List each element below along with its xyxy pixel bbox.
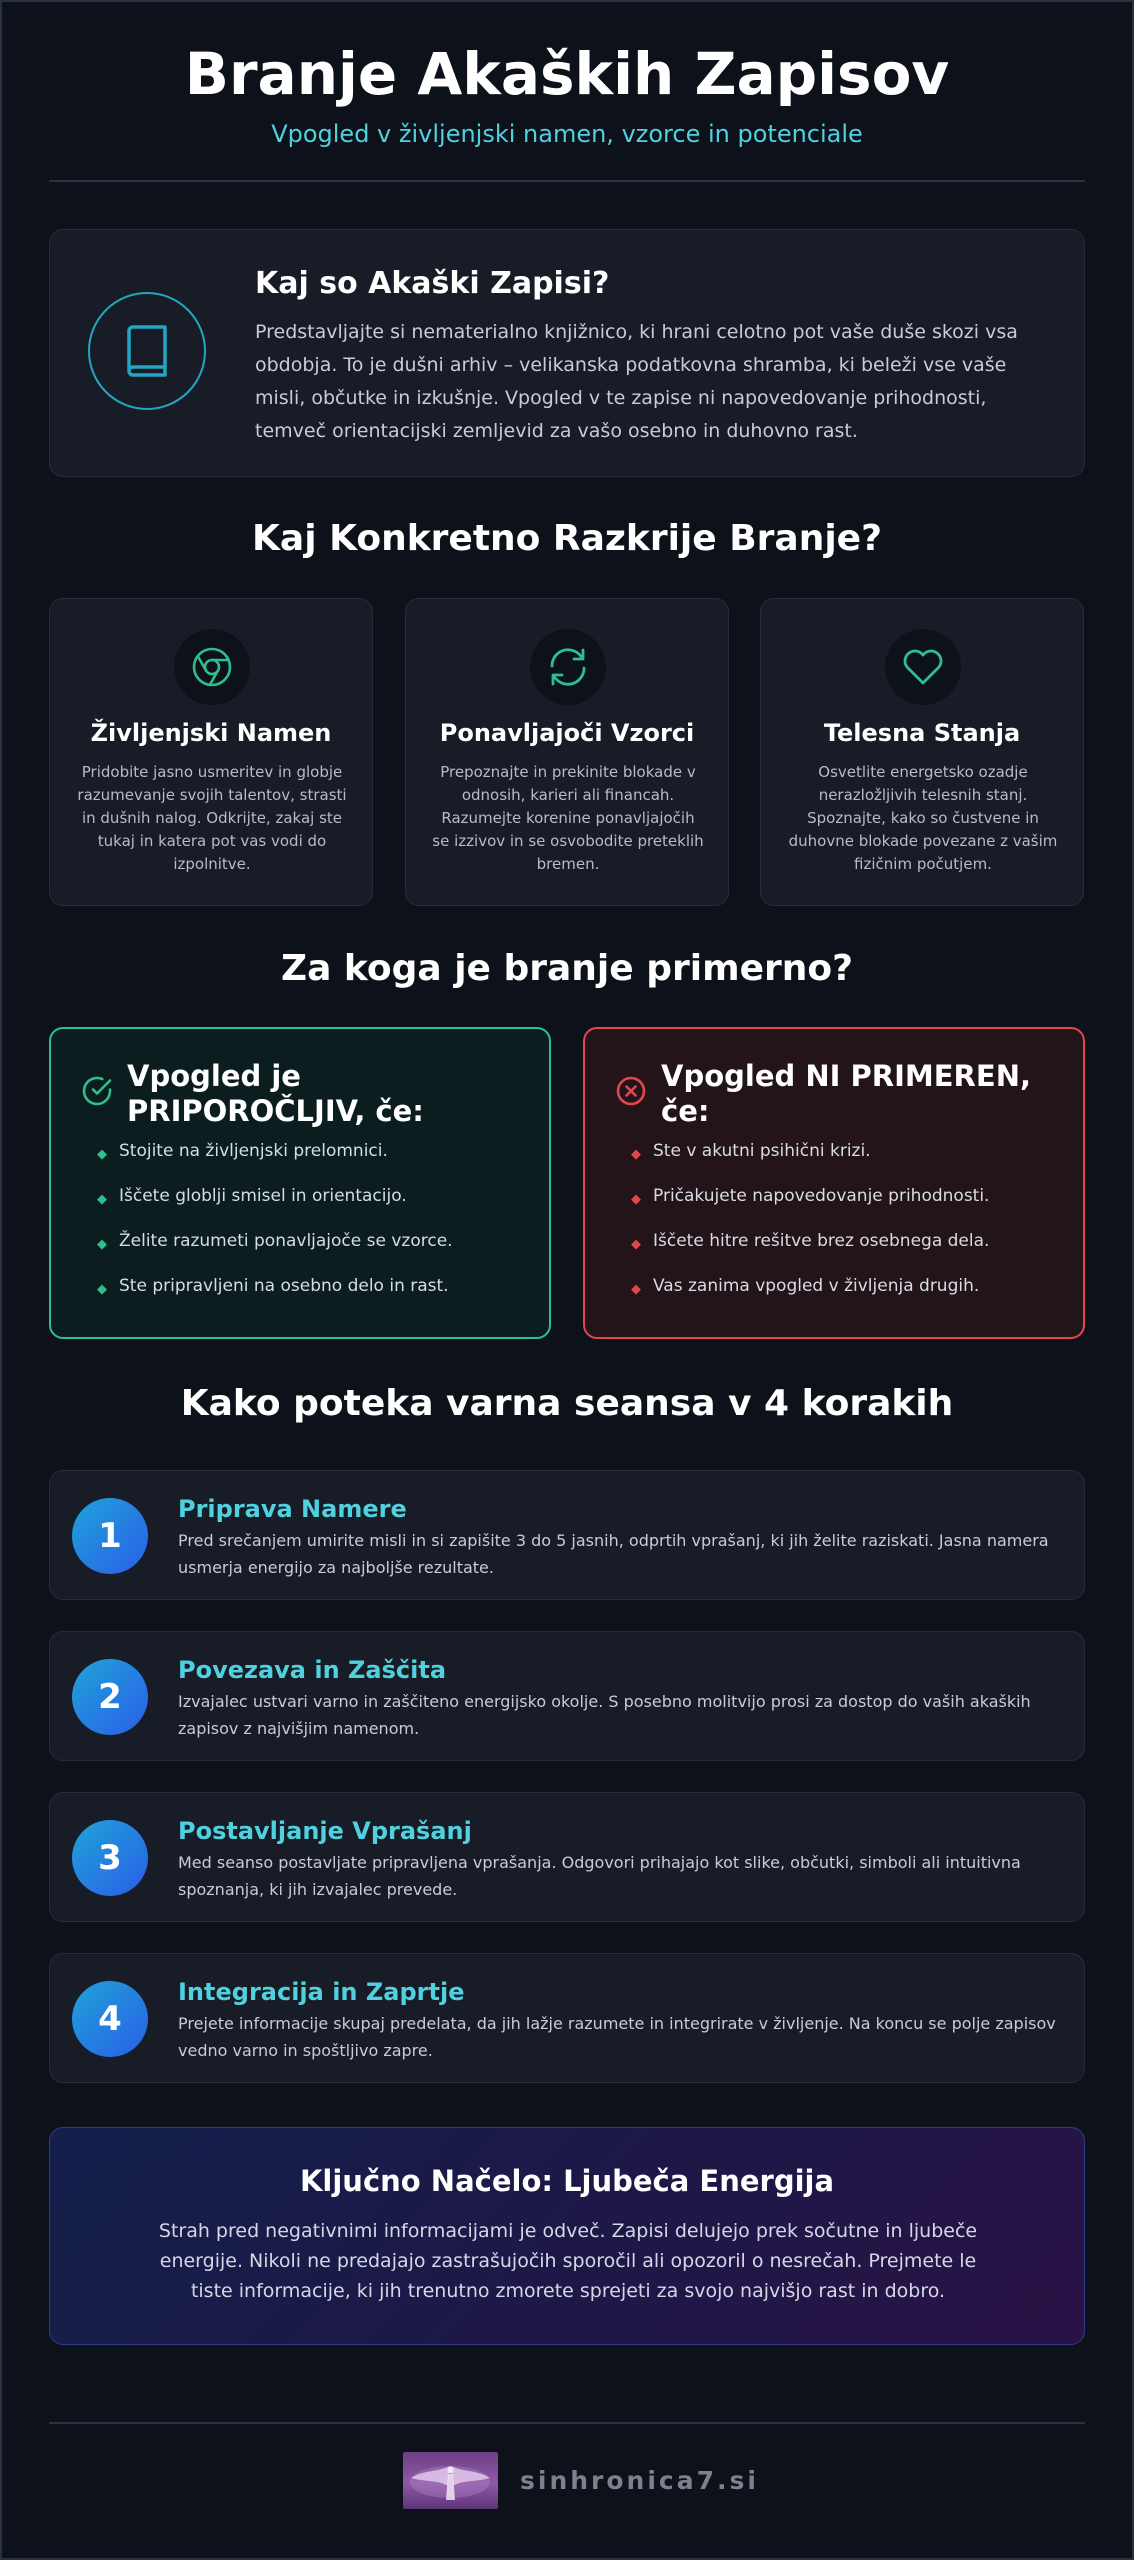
recommended-card: [49, 1027, 551, 1339]
step-card-1: [49, 1470, 1085, 1600]
step-number-badge: 1: [72, 1498, 148, 1574]
list-item: ◆ Želite razumeti ponavljajoče se vzorce.: [97, 1231, 453, 1252]
step-text: Pred srečanjem umirite misli in si zapišite 3 do 5 jasnih, odprtih vprašanj, ki jih želite raziskati. Jasna namera usmerja energijo za najboljše rezultate.: [178, 1531, 1049, 1577]
list-item: ◆ Iščete globlji smisel in orientacijo.: [97, 1186, 407, 1207]
list-item: ◆ Stojite na življenjski prelomnici.: [97, 1141, 388, 1162]
page-subtitle: Vpogled v življenjski namen, vzorce in potenciale: [271, 120, 863, 148]
diamond-bullet-icon: ◆: [97, 1282, 107, 1297]
diamond-bullet-icon: ◆: [97, 1147, 107, 1162]
book-icon: [88, 292, 206, 410]
list-item: ◆ Iščete hitre rešitve brez osebnega dela.: [631, 1231, 990, 1252]
not-recommended-list: [631, 1141, 989, 1321]
step-text: Prejete informacije skupaj predelata, da jih lažje razumete in integrirate v življenje. Na koncu se polje zapisov vedno varno in spoštljivo zapre.: [178, 2014, 1056, 2060]
check-circle-icon: [81, 1075, 113, 1107]
step-number-badge: 2: [72, 1659, 148, 1735]
step-title: Postavljanje Vprašanj: [178, 1817, 472, 1845]
feature-title: Življenjski Namen: [90, 719, 332, 747]
footer-site-link[interactable]: sinhronica7.si: [520, 2466, 759, 2495]
cycle-arrows-icon: [530, 629, 606, 705]
step-card-3: [49, 1792, 1085, 1922]
suitability-heading: Za koga je branje primerno?: [280, 948, 854, 989]
page-title: Branje Akaških Zapisov: [184, 40, 950, 108]
key-principle-text: Strah pred negativnimi informacijami je odveč. Zapisi delujejo prek sočutne in ljubeče energije. Nikoli ne predajajo zastrašujočih sporočil ali opozoril o nesrečah. Prejmete le tiste informacije, ki jih trenutno zmorete sprejeti za svojo najvišjo rast in dobro.: [158, 2220, 978, 2302]
logo-image[interactable]: [403, 2452, 498, 2509]
list-item: ◆ Pričakujete napovedovanje prihodnosti.: [631, 1186, 990, 1207]
heart-icon: [885, 629, 961, 705]
divider: [49, 2422, 1085, 2424]
not-recommended-heading: Vpogled NI PRIMEREN, če:: [661, 1059, 1031, 1128]
diamond-bullet-icon: ◆: [631, 1192, 641, 1207]
recommended-list: [97, 1141, 453, 1321]
steps-heading: Kako poteka varna seansa v 4 korakih: [180, 1383, 954, 1424]
step-title: Povezava in Zaščita: [178, 1656, 447, 1684]
feature-text: Pridobite jasno usmeritev in globje razumevanje svojih talentov, strasti in dušnih nalog. Odkrijte, zakaj ste tukaj in katera pot vas vodi do izpolnitve.: [77, 763, 347, 873]
intro-heading: Kaj so Akaški Zapisi?: [255, 266, 610, 301]
intro-card: [49, 229, 1085, 477]
step-card-4: [49, 1953, 1085, 2083]
feature-title: Telesna Stanja: [823, 719, 1021, 747]
diamond-bullet-icon: ◆: [631, 1147, 641, 1162]
step-number-badge: 4: [72, 1981, 148, 2057]
recommended-heading: Vpogled je PRIPOROČLJIV, če:: [127, 1059, 424, 1128]
feature-card-patterns: [405, 598, 729, 906]
step-title: Integracija in Zaprtje: [178, 1978, 465, 2006]
feature-card-life-purpose: [49, 598, 373, 906]
x-circle-icon: [615, 1075, 647, 1107]
compass-icon: [174, 629, 250, 705]
diamond-bullet-icon: ◆: [97, 1237, 107, 1252]
feature-title: Ponavljajoči Vzorci: [439, 719, 695, 747]
feature-text: Osvetlite energetsko ozadje nerazložljivih telesnih stanj. Spoznajte, kako so čustvene in duhovne blokade povezane z vašim fizičnim počutjem.: [788, 763, 1058, 873]
list-item: ◆ Ste pripravljeni na osebno delo in rast.: [97, 1276, 449, 1297]
not-recommended-card: [583, 1027, 1085, 1339]
step-number-badge: 3: [72, 1820, 148, 1896]
intro-text: Predstavljajte si nematerialno knjižnico, ki hrani celotno pot vaše duše skozi vsa obdobja. To je dušni arhiv – velikanska podatkovna shramba, ki beleži vse vaše misli, občutke in izkušnje. Vpogled v te zapise ni napovedovanje prihodnosti, temveč orientacijski zemljevid za vašo osebno in duhovno rast.: [255, 321, 1018, 442]
diamond-bullet-icon: ◆: [631, 1282, 641, 1297]
step-text: Izvajalec ustvari varno in zaščiteno energijsko okolje. S posebno molitvijo prosi za dostop do vaših akaških zapisov z najvišjim namenom.: [178, 1692, 1031, 1738]
diamond-bullet-icon: ◆: [97, 1192, 107, 1207]
feature-text: Prepoznajte in prekinite blokade v odnosih, karieri ali financah. Razumejte korenine ponavljajočih se izzivov in se osvobodite preteklih bremen.: [432, 763, 704, 873]
reveals-heading: Kaj Konkretno Razkrije Branje?: [252, 518, 882, 559]
list-item: ◆ Vas zanima vpogled v življenja drugih.: [631, 1276, 980, 1297]
list-item: ◆ Ste v akutni psihični krizi.: [631, 1141, 871, 1162]
step-card-2: [49, 1631, 1085, 1761]
feature-card-body-states: [760, 598, 1084, 906]
divider: [49, 180, 1085, 182]
diamond-bullet-icon: ◆: [631, 1237, 641, 1252]
step-title: Priprava Namere: [178, 1495, 407, 1523]
key-principle-heading: Ključno Načelo: Ljubeča Energija: [299, 2164, 835, 2198]
step-text: Med seanso postavljate pripravljena vprašanja. Odgovori prihajajo kot slike, občutki, simboli ali intuitivna spoznanja, ki jih izvajalec prevede.: [178, 1853, 1021, 1899]
key-principle-card: [49, 2127, 1085, 2345]
